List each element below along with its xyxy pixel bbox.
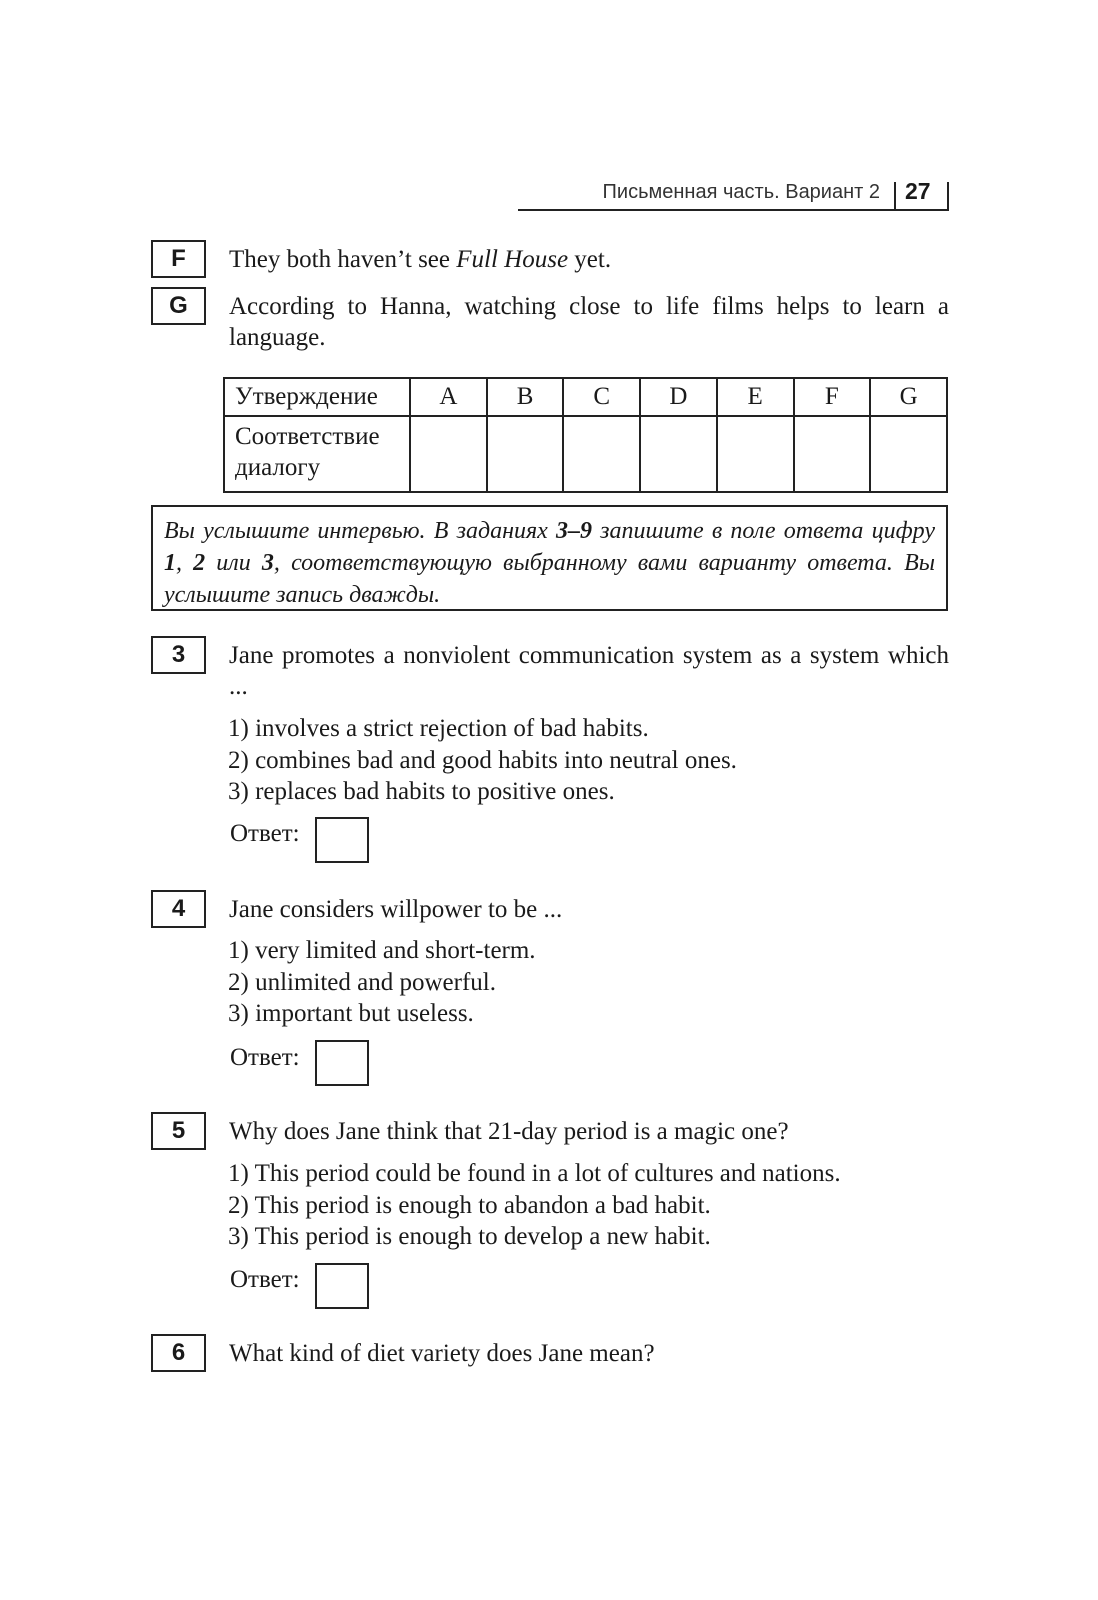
answer-cell[interactable]: [487, 416, 564, 492]
statement-letter-box: F: [151, 240, 206, 278]
answer-cell[interactable]: [717, 416, 794, 492]
table-column-letter: F: [794, 378, 871, 416]
question-text: Jane considers willpower to be ...: [229, 896, 563, 923]
answer-cell[interactable]: [870, 416, 947, 492]
option-item: 1) This period could be found in a lot of cultures and nations.: [228, 1160, 841, 1187]
page-number: 27: [905, 178, 931, 204]
running-header: Письменная часть. Вариант 2: [602, 181, 880, 203]
option-item: 3) replaces bad habits to positive ones.: [228, 778, 615, 805]
answer-cell[interactable]: [563, 416, 640, 492]
table-column-letter: E: [717, 378, 794, 416]
table-column-letter: C: [563, 378, 640, 416]
answer-cell[interactable]: [640, 416, 717, 492]
answer-cell[interactable]: [794, 416, 871, 492]
statement-text: They both haven’t see Full House yet.: [229, 246, 612, 273]
question-text: Why does Jane think that 21-day period is a magic one?: [229, 1118, 789, 1145]
option-item: 3) This period is enough to develop a new habit.: [228, 1223, 711, 1250]
question-number-box: 4: [151, 890, 206, 928]
question-number-box: 3: [151, 636, 206, 674]
answer-cell[interactable]: [410, 416, 487, 492]
header-separator: [894, 182, 896, 209]
table-header-match: Соответствие диалогу: [224, 416, 410, 492]
header-end-rule: [947, 182, 949, 210]
answer-label: Ответ:: [230, 820, 300, 847]
table-column-letter: B: [487, 378, 564, 416]
option-item: 3) important but useless.: [228, 1000, 474, 1027]
option-item: 1) involves a strict rejection of bad habits.: [228, 715, 649, 742]
answer-matching-table: [223, 377, 948, 493]
answer-label: Ответ:: [230, 1044, 300, 1071]
question-text: Jane promotes a nonviolent communication system as a system which ...: [229, 642, 949, 700]
question-text: What kind of diet variety does Jane mean?: [229, 1340, 655, 1367]
table-column-letter: A: [410, 378, 487, 416]
table-column-letter: G: [870, 378, 947, 416]
statement-letter-box: G: [151, 287, 206, 325]
option-item: 1) very limited and short-term.: [228, 937, 536, 964]
answer-label: Ответ:: [230, 1266, 300, 1293]
table-column-letter: D: [640, 378, 717, 416]
option-item: 2) unlimited and powerful.: [228, 969, 496, 996]
option-item: 2) combines bad and good habits into neutral ones.: [228, 747, 737, 774]
answer-box[interactable]: [315, 1263, 369, 1309]
answer-box[interactable]: [315, 817, 369, 863]
answer-box[interactable]: [315, 1040, 369, 1086]
statement-text: According to Hanna, watching close to life films helps to learn a language.: [229, 293, 949, 351]
question-number-box: 5: [151, 1112, 206, 1150]
question-number-box: 6: [151, 1334, 206, 1372]
instruction-box: Вы услышите интервью. В заданиях 3–9 запишите в поле ответа цифру 1, 2 или 3, соответствующую выбранному вами варианту ответа. Вы услышите запись дважды.: [151, 505, 948, 611]
option-item: 2) This period is enough to abandon a bad habit.: [228, 1192, 711, 1219]
table-header-statement: Утверждение: [224, 378, 410, 416]
header-rule: [518, 209, 949, 211]
